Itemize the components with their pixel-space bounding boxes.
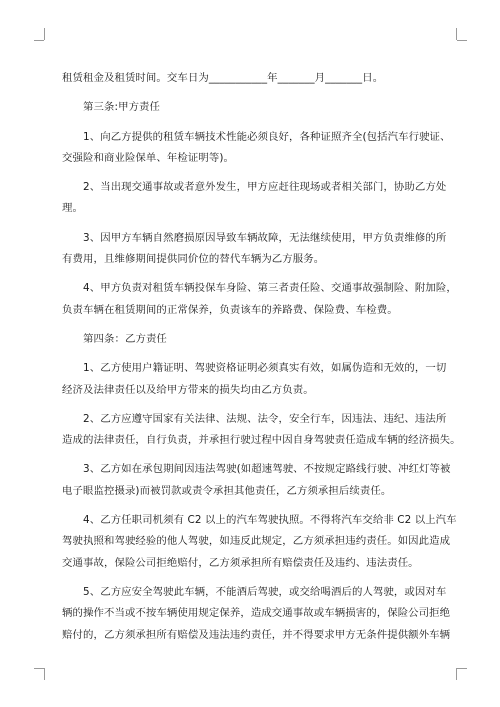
text-line: 有费用，且维修期间提供同价位的替代车辆为乙方服务。 — [62, 253, 325, 266]
text-line: 第四条：乙方责任 — [83, 332, 167, 345]
text-line: 4、乙方任职司机须有 C2 以上的汽车驾驶执照。不得将汽车交给非 C2 以上汽车 — [83, 514, 457, 527]
paragraph — [62, 228, 447, 271]
text-line: 辆的操作不当或不按车辆使用规定保养，造成交通事故或车辆损害的，保险公司拒绝 — [62, 607, 451, 620]
crop-mark-top-left-h — [34, 40, 44, 41]
paragraph — [62, 510, 457, 574]
document-body — [62, 68, 461, 646]
text-line: 5、乙方应安全驾驶此车辆，不能酒后驾驶，或交给喝酒后的人驾驶，或因对车 — [83, 585, 447, 598]
text-line: 造成的法律责任，自行负责，并承担行驶过程中因自身驾驶责任造成车辆的经济损失。 — [62, 434, 461, 447]
text-line: 2、乙方应遵守国家有关法律、法规、法令，安全行车，因违法、违纪、违法所 — [83, 412, 447, 425]
crop-mark-top-right-v — [456, 28, 457, 40]
paragraph — [62, 358, 447, 401]
paragraph — [62, 409, 461, 452]
text-line: 3、因甲方车辆自然磨损原因导致车辆故障，无法继续使用，甲方负责维修的所 — [83, 231, 447, 244]
crop-mark-bottom-left-v — [44, 668, 45, 680]
crop-mark-top-right-h — [457, 40, 467, 41]
text-line: 交强险和商业险保单、年检证明等)。 — [62, 151, 235, 164]
crop-mark-top-left-v — [44, 28, 45, 40]
text-line: 第三条:甲方责任 — [83, 101, 161, 114]
crop-mark-bottom-right-h — [457, 668, 467, 669]
text-line: 4、甲方负责对租赁车辆投保车身险、第三者责任险、交通事故强制险、附加险， — [83, 282, 457, 295]
text-line: 驾驶执照和驾驶经验的他人驾驶，如违反此规定，乙方须承担违约责任。如因此造成 — [62, 535, 451, 548]
crop-mark-bottom-right-v — [456, 668, 457, 680]
text-line: 3、乙方如在承包期间因违法驾驶(如超速驾驶、不按规定路线行驶、冲红灯等被 — [83, 463, 451, 476]
text-line: 负责车辆在租赁期间的正常保养，负责该车的养路费、保险费、车检费。 — [62, 303, 398, 316]
text-line: 交通事故，保险公司拒绝赔付，乙方须承担所有赔偿责任及违约、违法责任。 — [62, 556, 419, 569]
text-line: 1、向乙方提供的租赁车辆技术性能必须良好，各种证照齐全(包括汽车行驶证、 — [83, 130, 451, 143]
section-heading — [62, 329, 442, 350]
text-line: 租赁租金及租赁时间。交车日为___________年_______月_______日。 — [62, 72, 384, 84]
paragraph — [62, 177, 447, 220]
text-line: 经济及法律责任以及给甲方带来的损失均由乙方负责。 — [62, 383, 314, 396]
text-line: 理。 — [62, 202, 83, 215]
paragraph — [62, 459, 451, 502]
section-heading — [62, 97, 442, 118]
text-line: 2、当出现交通事故或者意外发生，甲方应赶往现场或者相关部门，协助乙方处 — [83, 181, 447, 194]
paragraph — [62, 278, 457, 321]
text-line: 赔付的，乙方须承担所有赔偿及违法违约责任，并不得要求甲方无条件提供额外车辆 — [62, 628, 451, 641]
text-line: 电子眼监控摄录)而被罚款或责令承担其他责任，乙方须承担后续责任。 — [62, 484, 392, 497]
paragraph — [62, 127, 451, 170]
text-line: 1、乙方使用户籍证明、驾驶资格证明必须真实有效，如属伪造和无效的，一切 — [83, 362, 447, 375]
crop-mark-bottom-left-h — [34, 668, 44, 669]
paragraph — [62, 68, 442, 89]
paragraph — [62, 582, 451, 646]
